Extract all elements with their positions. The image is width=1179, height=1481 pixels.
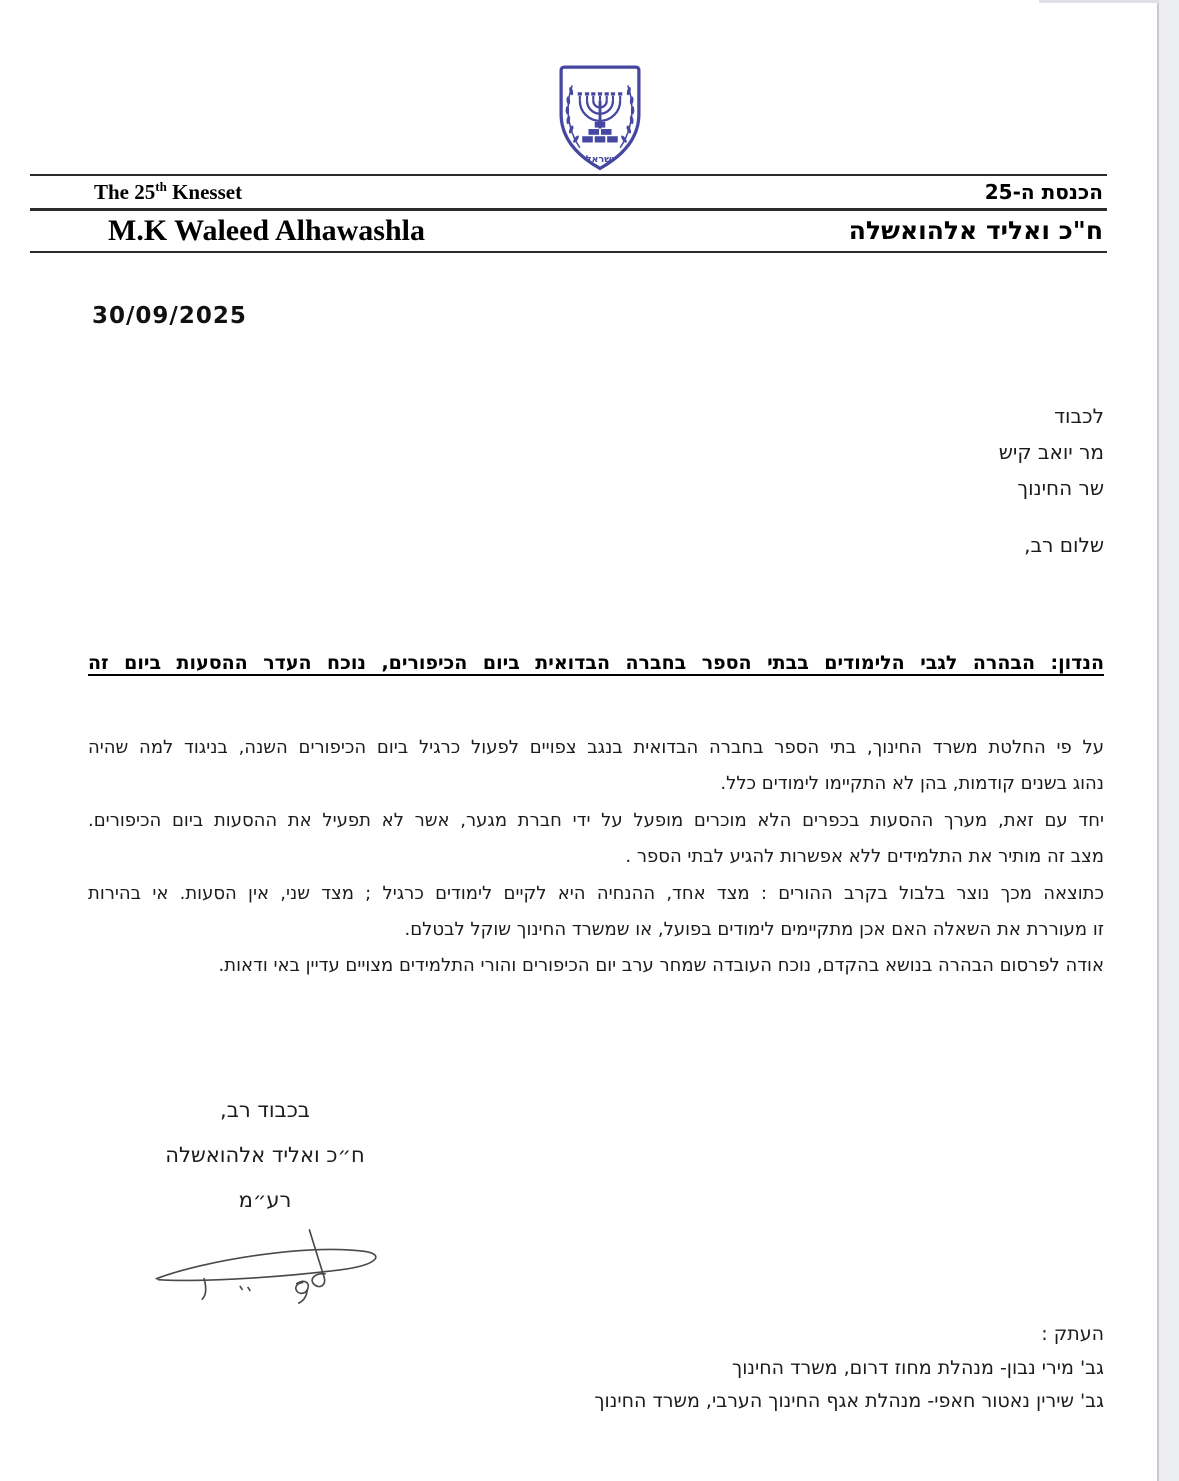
text-line: בכבוד רב,	[220, 1098, 310, 1122]
text-line: רע״מ	[238, 1188, 292, 1212]
text-line: שר החינוך	[1017, 476, 1104, 500]
text-line: נהוג בשנים קודמות, בהן לא התקיימו לימודים כלל.	[720, 773, 1104, 795]
header-rule-top	[30, 174, 1107, 176]
text-line: על פי החלטת משרד החינוך, בתי הספר בחברה הבדואית בנגב צפויים לפעול כרגיל ביום הכיפורים השנה, בניגוד למה שהיה	[88, 737, 1104, 758]
israel-state-emblem-icon	[552, 64, 648, 172]
scan-edge-right	[1157, 0, 1179, 1481]
text-line: ח״כ ואליד אלהואשלה	[165, 1143, 365, 1167]
letter-date: 30/09/2025	[92, 303, 247, 329]
ordinal-suffix: th	[155, 179, 167, 194]
signature-lines	[130, 1088, 400, 1223]
recipient-lines	[999, 398, 1104, 506]
text-line: מר יואב קיש	[998, 440, 1104, 464]
header-row-mk-name	[30, 211, 1107, 250]
text-line: מצב זה מותיר את התלמידים ללא אפשרות להגיע לבתי הספר .	[625, 846, 1104, 868]
subject-line: הנדון: הבהרה לגבי הלימודים בבתי הספר בחברה הבדואית ביום הכיפורים, נוכח העדר ההסעות ביום זה	[88, 652, 1104, 674]
text-line: כתוצאה מכך נוצר בלבול בקרב ההורים : מצד אחד, ההנחיה היא לקיים לימודים כרגיל ; מצד שני, אין הסעות. אי בהירות	[88, 882, 1104, 904]
mk-name-en: M.K Waleed Alhawashla	[108, 213, 425, 247]
mk-name-he: ח"כ ואליד אלהואשלה	[848, 216, 1103, 245]
text-line: יחד עם זאת, מערך ההסעות בכפרים הלא מוכרים מופעל על ידי חברת מגער, אשר לא תפעיל את ההסעות ביום הכיפורים.	[88, 809, 1104, 831]
knesset-title-he: הכנסת ה-25	[984, 180, 1103, 204]
copy-lines	[594, 1352, 1104, 1419]
text-line: גב' שירין נאטור חאפי- מנהלת אגף החינוך הערבי, משרד החינוך	[594, 1390, 1104, 1412]
emblem-caption: ישראל	[585, 154, 615, 166]
text-line: גב' מירי נבון- מנהלת מחוז דרום, משרד החינוך	[732, 1356, 1104, 1379]
text-line: זו מעוררת את השאלה האם אכן מתקיימים לימודים בפועל, או שמשרד החינוך שוקל לבטלם.	[404, 918, 1104, 940]
handwritten-signature	[148, 1228, 388, 1306]
copy-label: העתק :	[1041, 1323, 1104, 1345]
header-row-knesset	[30, 177, 1107, 207]
text-line: לכבוד	[1054, 404, 1104, 428]
scan-edge-top	[1039, 0, 1159, 3]
body-lines	[88, 730, 1104, 985]
knesset-title-en: The 25th Knesset	[94, 179, 243, 204]
header-rule-bottom	[30, 251, 1107, 253]
text-line: אודה לפרסום הבהרה בנושא בהקדם, נוכח העובדה שמחר ערב יום הכיפורים והורי התלמידים מצויים עדיין באי ודאות.	[218, 955, 1104, 977]
copy-block	[594, 1318, 1104, 1419]
salutation: שלום רב,	[1024, 533, 1104, 557]
